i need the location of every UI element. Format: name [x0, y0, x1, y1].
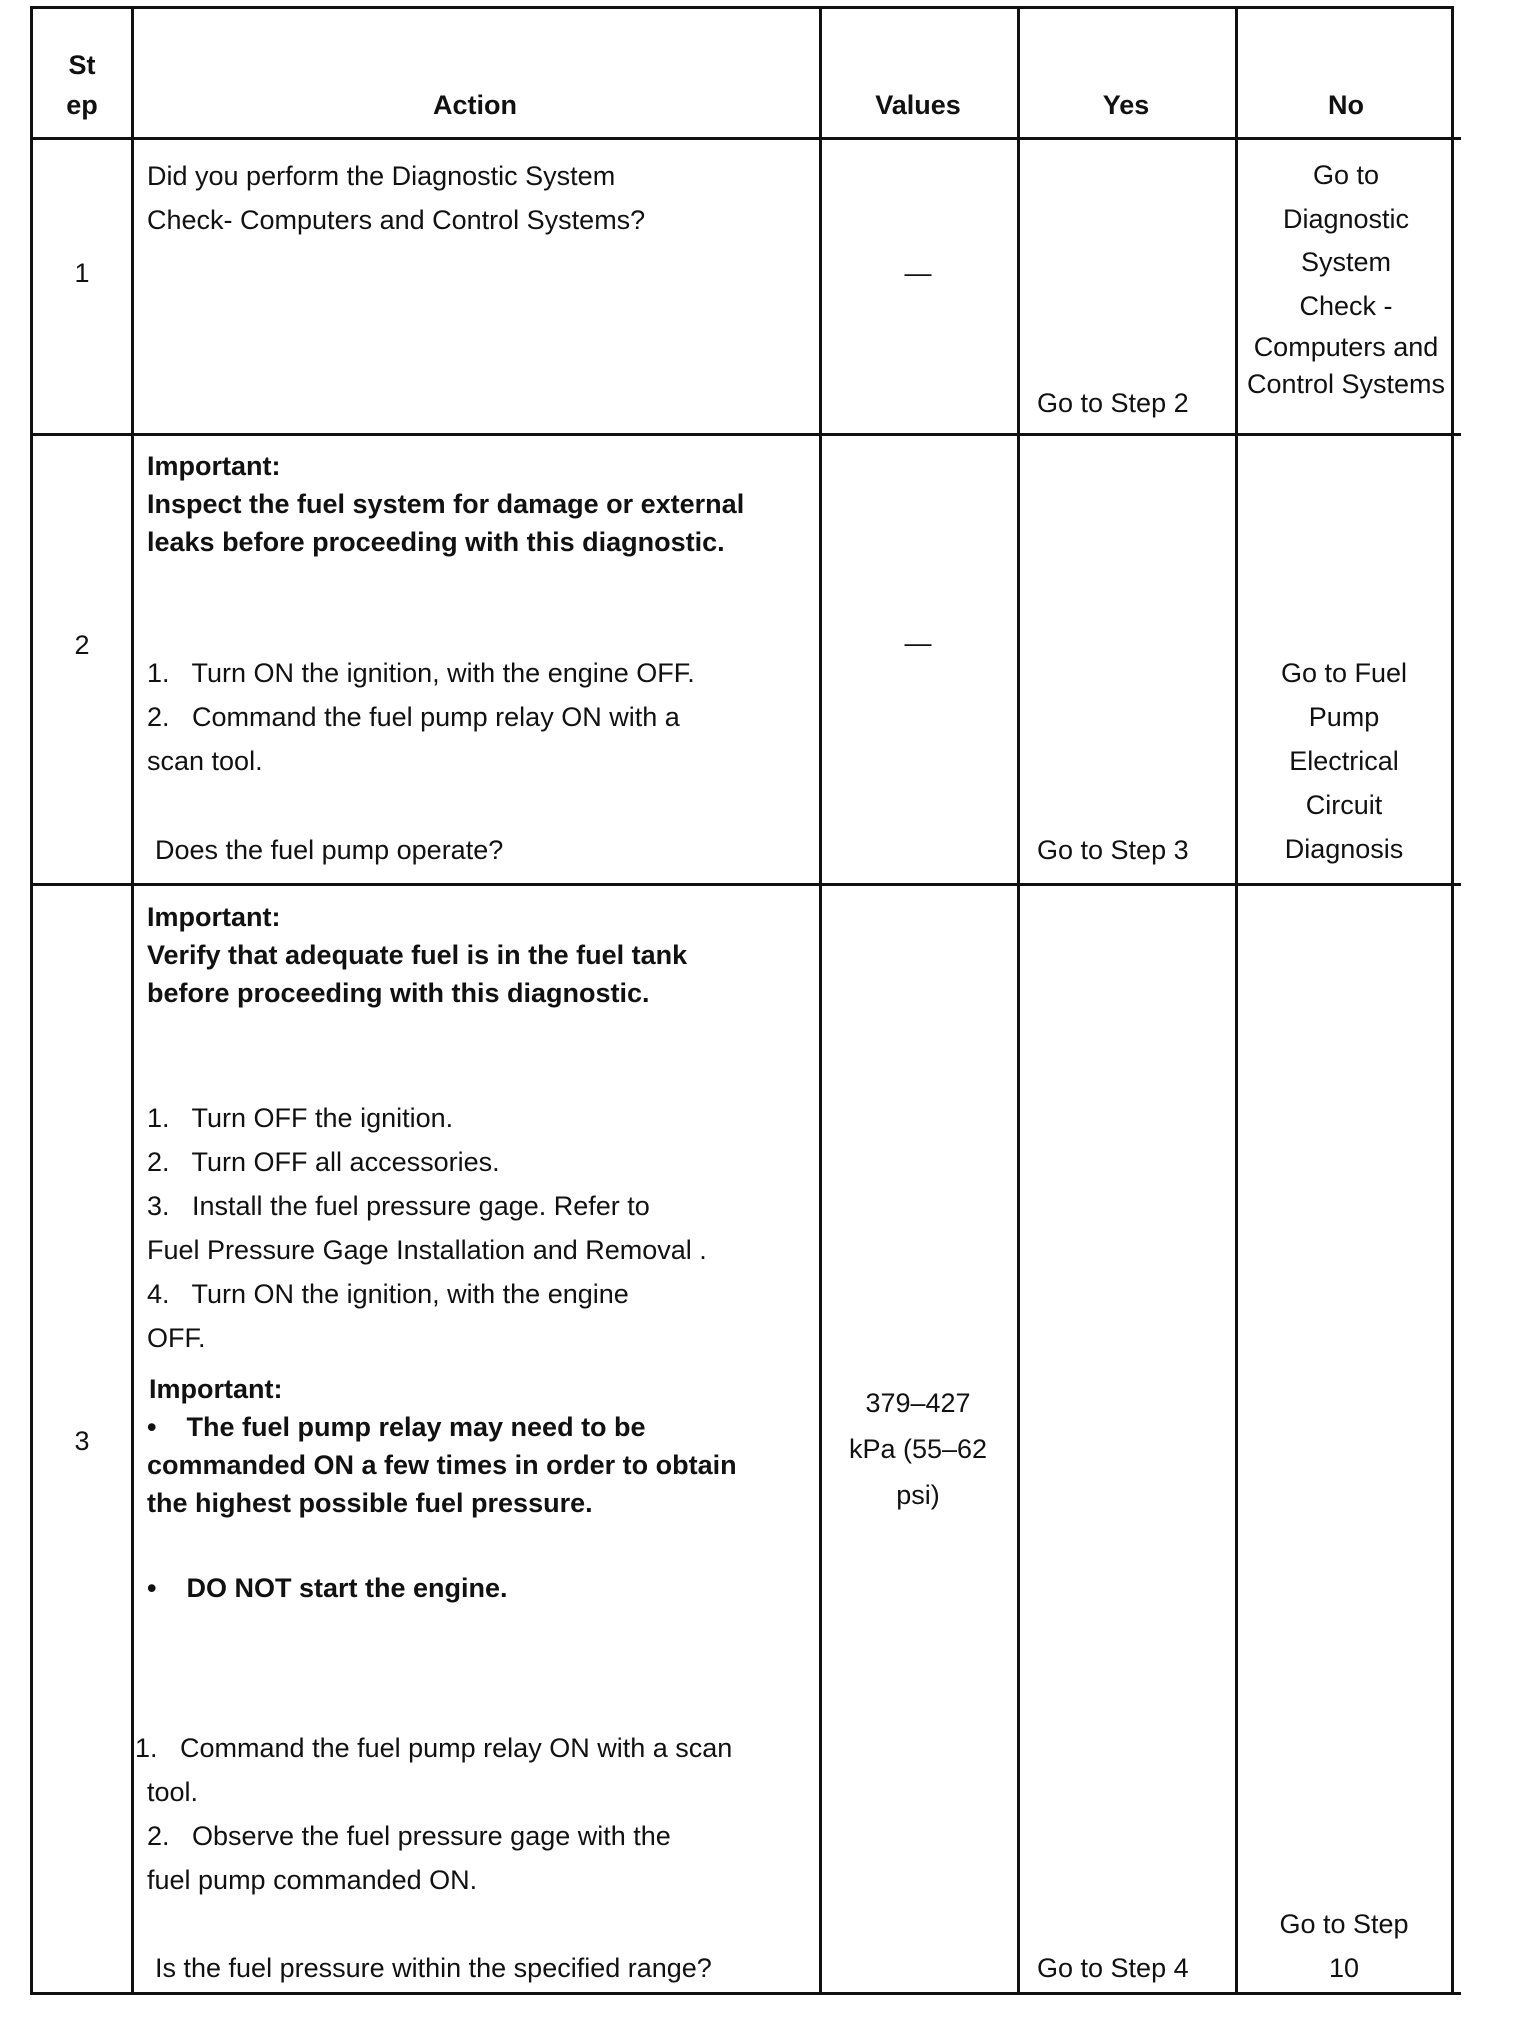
action-line: 3. Install the fuel pressure gage. Refer to — [147, 1191, 650, 1221]
row-3-important-bullet: • DO NOT start the engine. — [147, 1573, 508, 1603]
row-3-no — [1235, 1902, 1453, 1990]
action-line: Did you perform the Diagnostic System — [147, 161, 616, 191]
action-line: OFF. — [147, 1323, 206, 1353]
row-3-question: Is the fuel pressure within the specified range? — [155, 1953, 712, 1983]
no-line: Diagnostic — [1282, 203, 1410, 234]
column-divider — [1017, 9, 1020, 1995]
no-line: Diagnosis — [1284, 834, 1404, 864]
action-line: 2. Observe the fuel pressure gage with the — [147, 1821, 671, 1851]
action-line: tool. — [147, 1777, 199, 1807]
row-3-action2-first: 1. Command the fuel pump relay ON with a scan — [135, 1733, 733, 1763]
action-line: Check- Computers and Control Systems? — [147, 205, 646, 235]
action-line: scan tool. — [147, 746, 263, 776]
row-2-yes: Go to Step 3 — [1037, 835, 1189, 865]
no-line: Control Systems — [1246, 369, 1446, 399]
action-line: 2. Turn OFF all accessories. — [147, 1147, 500, 1177]
row-divider — [30, 883, 1461, 886]
action-line: 1. Turn OFF the ignition. — [147, 1103, 454, 1133]
action-line: 2. Command the fuel pump relay ON with a — [147, 702, 680, 732]
no-line: 10 — [1328, 1953, 1360, 1983]
row-2-question: Does the fuel pump operate? — [155, 835, 504, 865]
header-yes: Yes — [1102, 90, 1150, 120]
important-label: Important: — [149, 1374, 283, 1404]
header-no: No — [1328, 90, 1364, 120]
important-line: commanded ON a few times in order to obtain — [147, 1450, 737, 1480]
row-1-step: 1 — [74, 258, 90, 288]
action-line: 1. Turn ON the ignition, with the engine OFF. — [147, 658, 695, 688]
row-divider — [30, 433, 1461, 436]
no-line: Go to Step — [1279, 1909, 1409, 1939]
header-step: St ep — [66, 50, 98, 120]
row-3-value — [819, 1380, 1017, 1518]
column-divider — [819, 9, 822, 1995]
header-values: Values — [875, 90, 961, 120]
no-line: System — [1300, 247, 1392, 277]
row-2-no — [1235, 651, 1453, 871]
row-3-action2-steps — [147, 1770, 671, 1902]
column-divider — [131, 9, 134, 1995]
no-line: Pump — [1308, 702, 1380, 732]
value-line: psi) — [896, 1480, 940, 1510]
no-line: Computers and — [1253, 332, 1439, 362]
important-line: • The fuel pump relay may need to be — [147, 1412, 646, 1442]
diagnostic-table — [30, 6, 1454, 1995]
important-label: Important: — [147, 451, 281, 481]
row-1-action — [147, 154, 645, 242]
important-line: the highest possible fuel pressure. — [147, 1488, 593, 1518]
row-3-yes: Go to Step 4 — [1037, 1953, 1189, 1983]
row-2-value: — — [904, 628, 932, 658]
row-3-step: 3 — [74, 1426, 90, 1456]
no-line: Electrical — [1289, 746, 1399, 776]
important-line: Inspect the fuel system for damage or external — [147, 489, 745, 519]
no-line: Circuit — [1305, 790, 1383, 820]
no-line: Check - — [1299, 290, 1393, 321]
action-line: 4. Turn ON the ignition, with the engine — [147, 1279, 629, 1309]
row-1-no — [1235, 154, 1457, 402]
row-divider — [30, 1992, 1461, 1995]
important-line: leaks before proceeding with this diagnostic. — [147, 527, 725, 557]
row-divider — [30, 137, 1461, 140]
important-line: Verify that adequate fuel is in the fuel tank — [147, 940, 688, 970]
row-1-value: — — [904, 258, 932, 288]
value-line: 379–427 — [865, 1388, 971, 1418]
value-line: kPa (55–62 — [848, 1434, 988, 1464]
action-line: Fuel Pressure Gage Installation and Removal . — [147, 1235, 707, 1265]
row-1-yes: Go to Step 2 — [1037, 388, 1189, 418]
important-label: Important: — [147, 902, 281, 932]
row-2-important — [147, 447, 744, 561]
no-line: Go to — [1312, 160, 1380, 190]
row-3-important — [147, 898, 687, 1012]
action-line: fuel pump commanded ON. — [147, 1865, 478, 1895]
header-action: Action — [433, 90, 517, 120]
important-line: before proceeding with this diagnostic. — [147, 978, 650, 1008]
row-2-step: 2 — [74, 630, 90, 660]
row-2-action-steps — [147, 651, 695, 783]
row-3-important-note — [147, 1370, 737, 1522]
no-line: Go to Fuel — [1280, 658, 1408, 688]
row-3-action-steps — [147, 1096, 707, 1360]
